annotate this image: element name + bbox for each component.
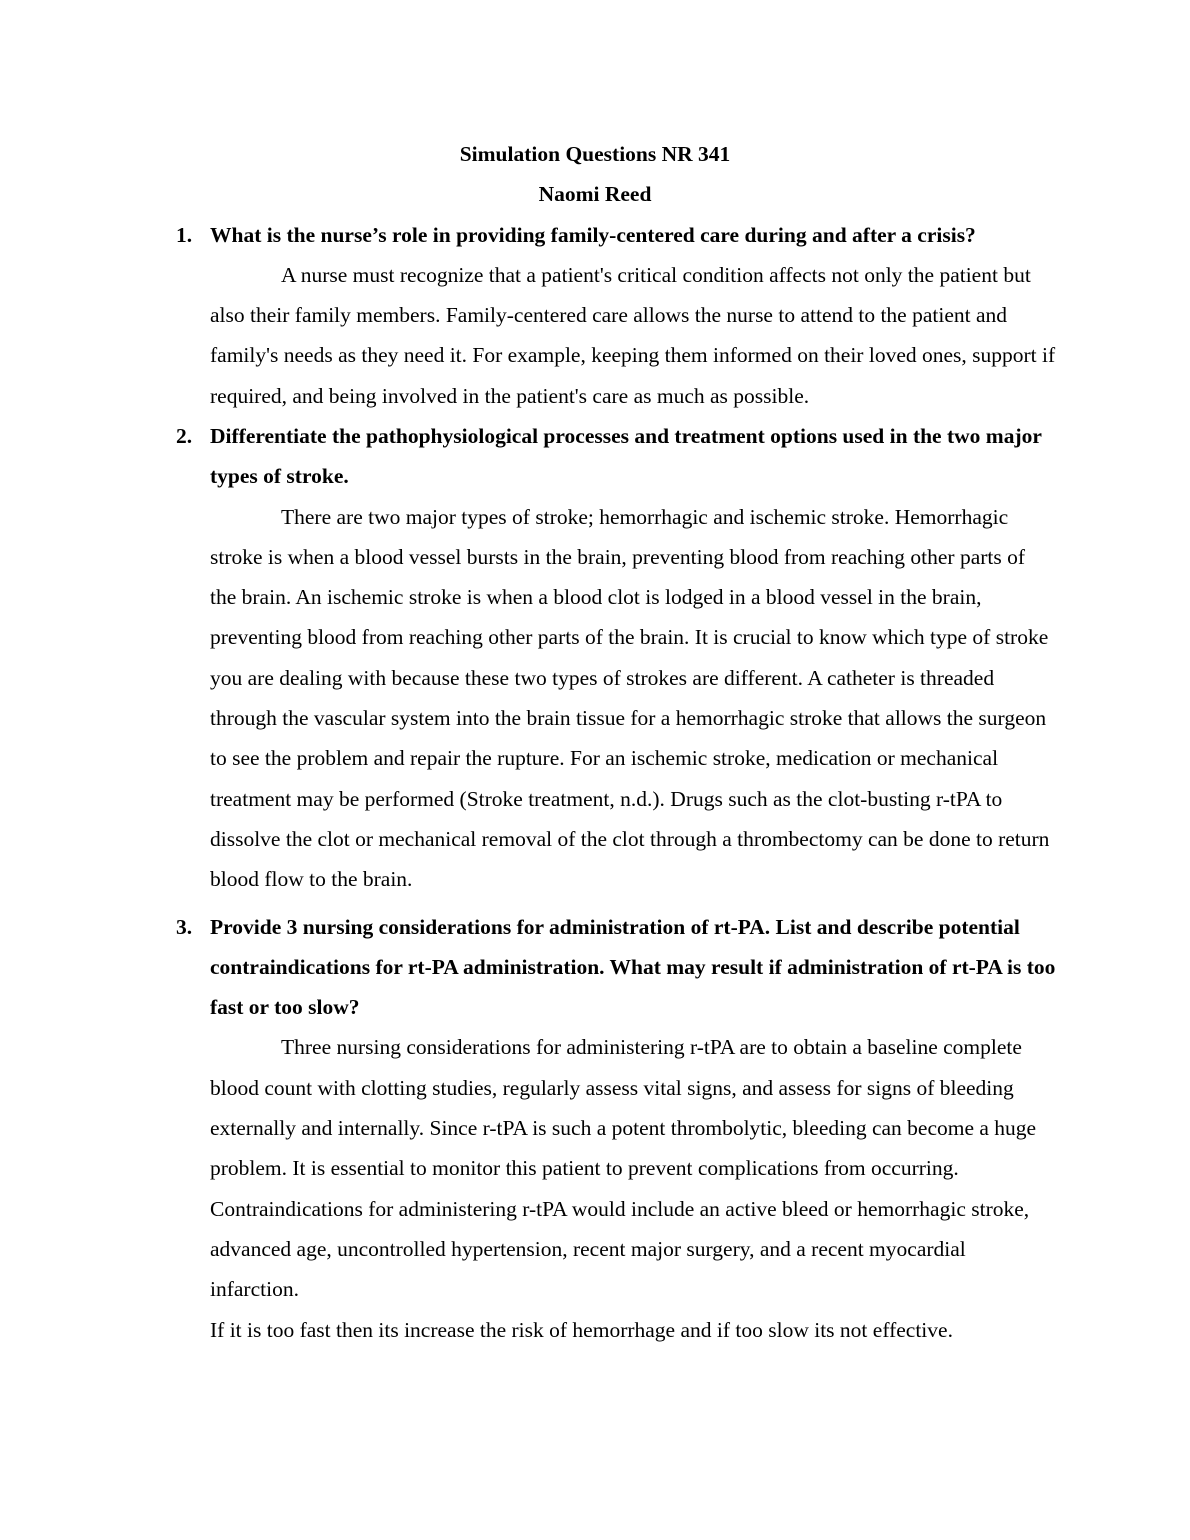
document-title: Simulation Questions NR 341 bbox=[459, 142, 731, 166]
document-author: Naomi Reed bbox=[538, 182, 652, 206]
answer-text: A nurse must recognize that a patient's critical condition affects not only the patient but also their family members. Family-centered care allows the nurse to attend to the patient and family's needs as they need it. For example, keeping them informed on their loved ones, support if required, and being involved in the patient's care as much as possible. bbox=[210, 262, 1056, 408]
answer-extra-text: If it is too fast then its increase the risk of hemorrhage and if too slow its not effective. bbox=[210, 1317, 953, 1342]
question-text: Differentiate the pathophysiological processes and treatment options used in the two major types of stroke. bbox=[210, 423, 1042, 489]
question-number: 1. bbox=[176, 222, 193, 247]
question-number: 3. bbox=[176, 914, 193, 939]
answer-text: Three nursing considerations for administering r-tPA are to obtain a baseline complete blood count with clotting studies, regularly assess vital signs, and assess for signs of bleeding externally and internally. Since r-tPA is such a potent thrombolytic, bleeding can become a huge problem. It is essential to monitor this patient to prevent complications from occurring. Contraindications for administering r-tPA would include an active bleed or hemorrhagic stroke, advanced age, uncontrolled hypertension, recent major surgery, and a recent myocardial infarction. bbox=[210, 1035, 1037, 1302]
question-item-3 bbox=[176, 907, 1056, 1350]
answer-text: There are two major types of stroke; hemorrhagic and ischemic stroke. Hemorrhagic stroke is when a blood vessel bursts in the brain, preventing blood from reaching other parts of the brain. An ischemic stroke is when a blood clot is lodged in a blood vessel in the brain, preventing blood from reaching other parts of the brain. It is crucial to know which type of stroke you are dealing with because these two types of strokes are different. A catheter is threaded through the vascular system into the brain tissue for a hemorrhagic stroke that allows the surgeon to see the problem and repair the rupture. For an ischemic stroke, medication or mechanical treatment may be performed (Stroke treatment, n.d.). Drugs such as the clot-busting r-tPA to dissolve the clot or mechanical removal of the clot through a thrombectomy can be done to return blood flow to the brain. bbox=[210, 504, 1050, 892]
question-text: Provide 3 nursing considerations for administration of rt-PA. List and describe potential contraindications for rt-PA administration. What may result if administration of rt-PA is too fast or too slow? bbox=[210, 914, 1056, 1020]
question-list bbox=[176, 215, 1056, 1350]
question-item-1 bbox=[176, 215, 1056, 416]
question-text: What is the nurse’s role in providing family-centered care during and after a crisis? bbox=[210, 222, 976, 247]
question-number: 2. bbox=[176, 423, 193, 448]
question-item-2 bbox=[176, 416, 1056, 900]
